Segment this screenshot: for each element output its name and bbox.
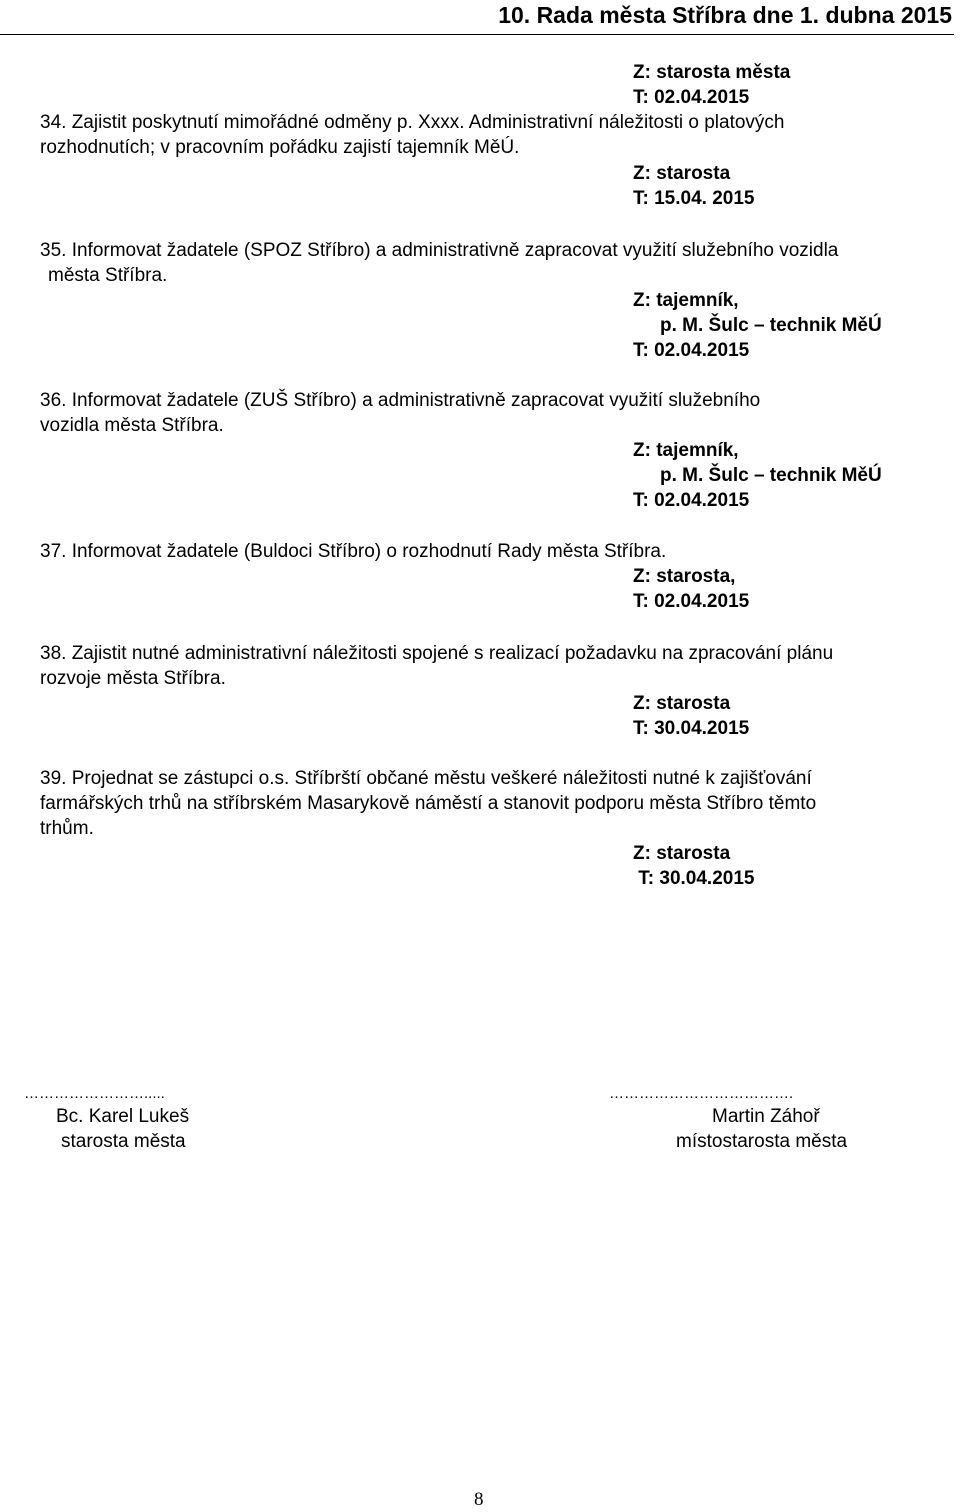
signature-line-right: ………………………………. bbox=[609, 1085, 794, 1102]
item-37-text-line: 37. Informovat žadatele (Buldoci Stříbro) o rozhodnutí Rady města Stříbra. bbox=[40, 541, 667, 562]
item-38-responsible: Z: starosta bbox=[633, 693, 731, 714]
signature-name-left: Bc. Karel Lukeš bbox=[56, 1106, 190, 1127]
item-34-responsible: Z: starosta bbox=[633, 163, 731, 184]
item-0-deadline: T: 02.04.2015 bbox=[633, 87, 750, 108]
item-39-text-line: farmářských trhů na stříbrském Masarykově náměstí a stanovit podporu města Stříbro těmto bbox=[40, 793, 817, 814]
item-39-text-line: 39. Projednat se zástupci o.s. Stříbrští občané městu veškeré náležitosti nutné k zajišťování bbox=[40, 768, 812, 789]
item-39-deadline: T: 30.04.2015 bbox=[633, 868, 755, 889]
item-34-deadline: T: 15.04. 2015 bbox=[633, 188, 755, 209]
item-37-deadline: T: 02.04.2015 bbox=[633, 591, 750, 612]
item-36-responsible: p. M. Šulc – technik MěÚ bbox=[660, 465, 882, 486]
item-39-responsible: Z: starosta bbox=[633, 843, 731, 864]
item-36-text-line: 36. Informovat žadatele (ZUŠ Stříbro) a administrativně zapracovat využití služebního bbox=[40, 390, 761, 411]
item-35-text-line: města Stříbra. bbox=[48, 265, 168, 286]
item-37-responsible: Z: starosta, bbox=[633, 566, 736, 587]
item-35-text-line: 35. Informovat žadatele (SPOZ Stříbro) a administrativně zapracovat využití služebního vozidla bbox=[40, 240, 839, 261]
item-34-text-line: 34. Zajistit poskytnutí mimořádné odměny p. Xxxx. Administrativní náležitosti o platových bbox=[40, 112, 785, 133]
item-36-text-line: vozidla města Stříbra. bbox=[40, 415, 224, 436]
item-38-deadline: T: 30.04.2015 bbox=[633, 718, 750, 739]
signature-role-right: místostarosta města bbox=[676, 1131, 848, 1152]
header-title: 10. Rada města Stříbra dne 1. dubna 2015 bbox=[498, 2, 952, 28]
item-38-text-line: 38. Zajistit nutné administrativní náležitosti spojené s realizací požadavku na zpracování plánu bbox=[40, 643, 834, 664]
item-35-responsible: p. M. Šulc – technik MěÚ bbox=[660, 315, 882, 336]
item-36-responsible: Z: tajemník, bbox=[633, 440, 739, 461]
item-35-deadline: T: 02.04.2015 bbox=[633, 340, 750, 361]
item-36-deadline: T: 02.04.2015 bbox=[633, 490, 750, 511]
item-34-text-line: rozhodnutích; v pracovním pořádku zajistí tajemník MěÚ. bbox=[40, 137, 520, 158]
page-header bbox=[0, 0, 954, 35]
signature-line-left: ……………………..... bbox=[24, 1085, 165, 1102]
signature-role-left: starosta města bbox=[61, 1131, 186, 1152]
item-35-responsible: Z: tajemník, bbox=[633, 290, 739, 311]
item-38-text-line: rozvoje města Stříbra. bbox=[40, 668, 226, 689]
page-number: 8 bbox=[474, 1489, 484, 1510]
item-0-responsible: Z: starosta města bbox=[633, 62, 791, 83]
signature-name-right: Martin Záhoř bbox=[712, 1106, 820, 1127]
item-39-text-line: trhům. bbox=[40, 818, 94, 839]
